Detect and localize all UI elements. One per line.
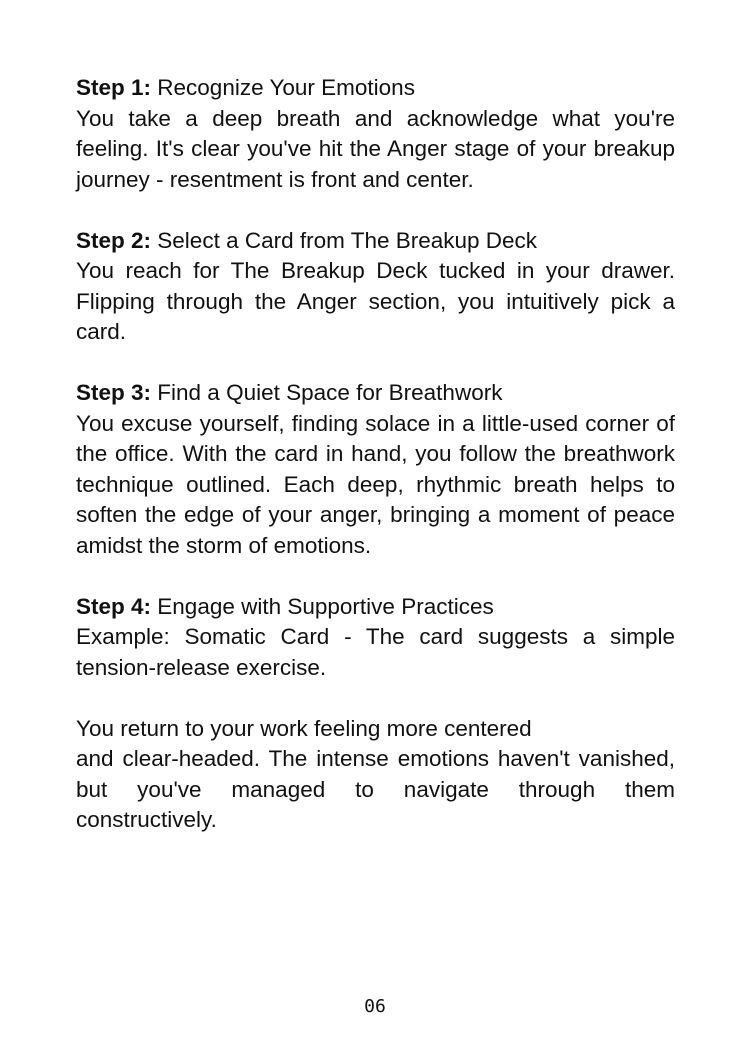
step-1 xyxy=(76,73,675,195)
step-3 xyxy=(76,378,675,561)
step-body: You take a deep breath and acknowledge what you're feeling. It's clear you've hit the Anger stage of your breakup journey - resentment is front and center. xyxy=(76,105,675,192)
step-label: Step 3: xyxy=(76,380,152,405)
page-number: 06 xyxy=(364,996,386,1017)
step-title: Engage with Supportive Practices xyxy=(157,593,494,619)
step-heading xyxy=(76,592,675,623)
step-label: Step 1: xyxy=(76,75,152,100)
closing-body: and clear-headed. The intense emotions haven't vanished, but you've managed to navigate through them constructively. xyxy=(76,746,675,832)
step-heading xyxy=(76,226,675,257)
step-title: Find a Quiet Space for Breathwork xyxy=(157,380,503,405)
step-title: Select a Card from The Breakup Deck xyxy=(157,227,538,253)
page-content xyxy=(76,73,675,866)
step-2 xyxy=(76,226,675,348)
step-heading xyxy=(76,378,675,409)
step-title: Recognize Your Emotions xyxy=(157,75,415,100)
step-label: Step 4: xyxy=(76,593,152,619)
step-body: You excuse yourself, finding solace in a little-used corner of the office. With the card in hand, you follow the breathwork technique outlined. Each deep, rhythmic breath helps to soften the edge of your anger, bringing a moment of peace amidst the storm of emotions. xyxy=(76,410,675,558)
step-body: You reach for The Breakup Deck tucked in your drawer. Flipping through the Anger section, you intuitively pick a card. xyxy=(76,258,675,344)
closing-first-line: You return to your work feeling more centered xyxy=(76,715,532,741)
step-label: Step 2: xyxy=(76,227,152,253)
closing-paragraph xyxy=(76,714,675,836)
step-4 xyxy=(76,592,675,684)
step-heading xyxy=(76,73,675,104)
step-body: Example: Somatic Card - The card suggests a simple tension-release exercise. xyxy=(76,624,675,680)
